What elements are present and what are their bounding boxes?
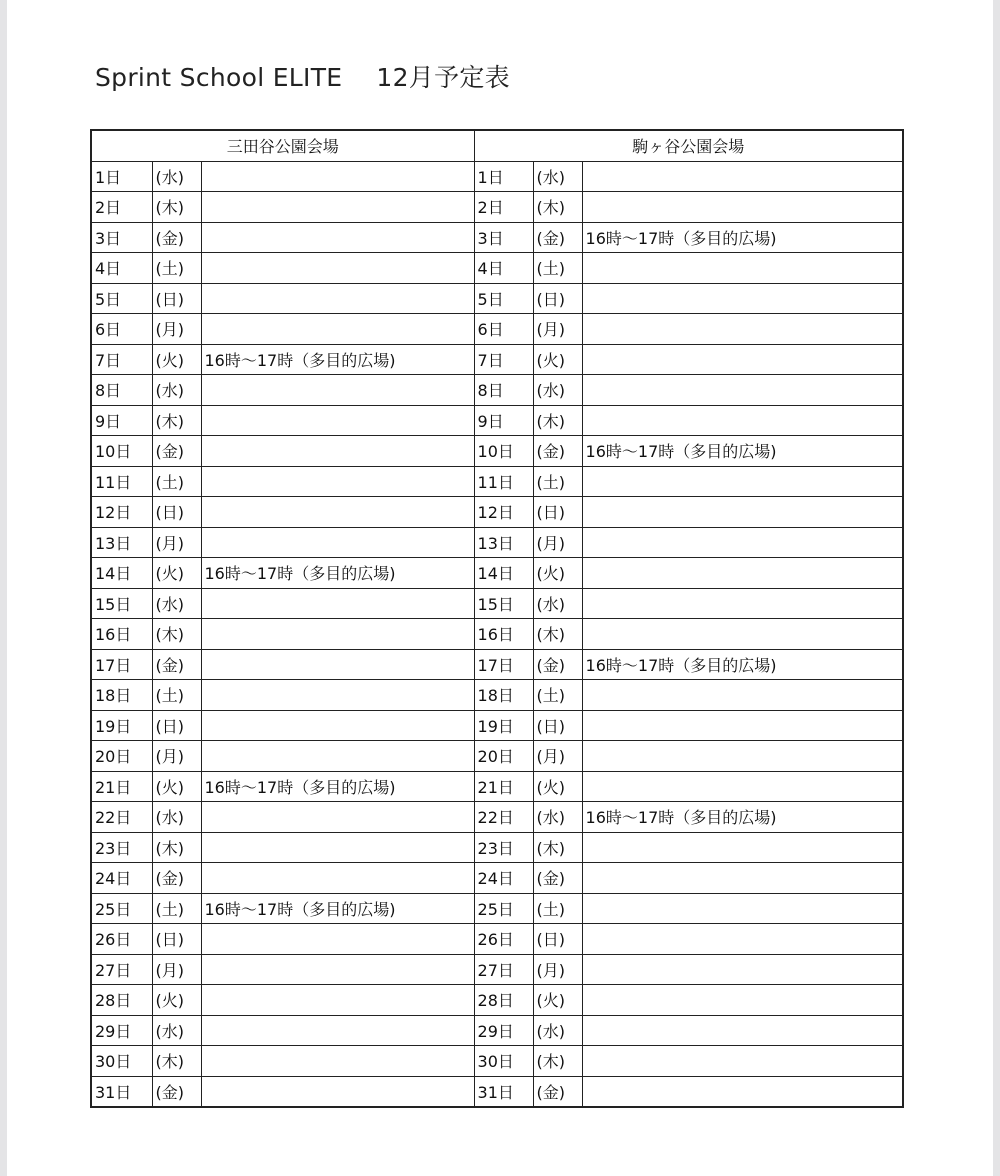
weekday-cell: (金): [533, 863, 582, 894]
event-cell-komagatani: [582, 405, 903, 436]
table-row: [91, 832, 903, 863]
event-cell-mitaya: [201, 405, 474, 436]
event-cell-komagatani: [582, 283, 903, 314]
weekday-cell: (木): [152, 832, 201, 863]
table-row: [91, 1076, 903, 1107]
weekday-cell: (金): [152, 222, 201, 253]
weekday-cell: (水): [152, 802, 201, 833]
event-cell-komagatani: 16時～17時（多目的広場): [582, 222, 903, 253]
weekday-cell: (水): [533, 375, 582, 406]
table-row: [91, 771, 903, 802]
table-row: [91, 1015, 903, 1046]
schedule-table: [90, 129, 904, 1108]
event-cell-mitaya: 16時～17時（多目的広場): [201, 558, 474, 589]
page-title: [95, 58, 510, 94]
event-cell-mitaya: [201, 649, 474, 680]
weekday-cell: (木): [533, 619, 582, 650]
table-row: [91, 954, 903, 985]
weekday-cell: (土): [533, 253, 582, 284]
table-row: [91, 436, 903, 467]
event-cell-mitaya: [201, 1015, 474, 1046]
day-cell: 22日: [474, 802, 533, 833]
event-cell-mitaya: [201, 588, 474, 619]
table-row: [91, 924, 903, 955]
event-cell-mitaya: [201, 924, 474, 955]
event-cell-mitaya: [201, 832, 474, 863]
weekday-cell: (火): [152, 344, 201, 375]
table-row: [91, 802, 903, 833]
day-cell: 25日: [474, 893, 533, 924]
table-row: [91, 741, 903, 772]
weekday-cell: (金): [152, 1076, 201, 1107]
event-cell-komagatani: [582, 466, 903, 497]
event-cell-komagatani: [582, 619, 903, 650]
weekday-cell: (日): [152, 283, 201, 314]
event-cell-komagatani: [582, 924, 903, 955]
weekday-cell: (月): [152, 741, 201, 772]
table-row: [91, 314, 903, 345]
day-cell: 16日: [91, 619, 152, 650]
day-cell: 23日: [474, 832, 533, 863]
event-cell-komagatani: [582, 710, 903, 741]
day-cell: 6日: [91, 314, 152, 345]
weekday-cell: (土): [152, 893, 201, 924]
school-name: Sprint School ELITE: [95, 63, 343, 92]
day-cell: 28日: [474, 985, 533, 1016]
day-cell: 27日: [474, 954, 533, 985]
table-row: [91, 558, 903, 589]
day-cell: 29日: [474, 1015, 533, 1046]
event-cell-mitaya: [201, 253, 474, 284]
weekday-cell: (日): [533, 924, 582, 955]
weekday-cell: (日): [533, 710, 582, 741]
weekday-cell: (日): [533, 283, 582, 314]
day-cell: 15日: [91, 588, 152, 619]
event-cell-mitaya: [201, 1046, 474, 1077]
weekday-cell: (金): [152, 436, 201, 467]
day-cell: 20日: [91, 741, 152, 772]
event-cell-komagatani: [582, 741, 903, 772]
table-row: [91, 222, 903, 253]
event-cell-mitaya: 16時～17時（多目的広場): [201, 771, 474, 802]
table-row: [91, 405, 903, 436]
weekday-cell: (月): [533, 527, 582, 558]
event-cell-mitaya: [201, 314, 474, 345]
day-cell: 13日: [91, 527, 152, 558]
event-cell-komagatani: [582, 253, 903, 284]
weekday-cell: (水): [533, 1015, 582, 1046]
weekday-cell: (金): [533, 1076, 582, 1107]
event-cell-komagatani: [582, 893, 903, 924]
day-cell: 4日: [474, 253, 533, 284]
venue-header-komagatani: 駒ヶ谷公園会場: [474, 130, 903, 161]
day-cell: 8日: [91, 375, 152, 406]
event-cell-mitaya: [201, 954, 474, 985]
day-cell: 19日: [474, 710, 533, 741]
day-cell: 8日: [474, 375, 533, 406]
weekday-cell: (月): [533, 741, 582, 772]
table-row: [91, 710, 903, 741]
event-cell-komagatani: [582, 985, 903, 1016]
day-cell: 6日: [474, 314, 533, 345]
day-cell: 27日: [91, 954, 152, 985]
day-cell: 29日: [91, 1015, 152, 1046]
weekday-cell: (木): [152, 619, 201, 650]
day-cell: 11日: [91, 466, 152, 497]
day-cell: 13日: [474, 527, 533, 558]
event-cell-mitaya: 16時～17時（多目的広場): [201, 344, 474, 375]
day-cell: 5日: [91, 283, 152, 314]
day-cell: 2日: [91, 192, 152, 223]
event-cell-komagatani: [582, 863, 903, 894]
event-cell-komagatani: [582, 314, 903, 345]
weekday-cell: (木): [533, 1046, 582, 1077]
table-row: [91, 192, 903, 223]
event-cell-mitaya: [201, 619, 474, 650]
day-cell: 24日: [474, 863, 533, 894]
weekday-cell: (日): [152, 924, 201, 955]
day-cell: 21日: [474, 771, 533, 802]
weekday-cell: (金): [533, 222, 582, 253]
weekday-cell: (木): [152, 192, 201, 223]
event-cell-mitaya: [201, 680, 474, 711]
event-cell-mitaya: [201, 375, 474, 406]
day-cell: 17日: [474, 649, 533, 680]
table-row: [91, 863, 903, 894]
schedule-title: 12月予定表: [376, 63, 510, 92]
table-row: [91, 344, 903, 375]
weekday-cell: (日): [152, 497, 201, 528]
event-cell-mitaya: 16時～17時（多目的広場): [201, 893, 474, 924]
weekday-cell: (水): [152, 588, 201, 619]
day-cell: 3日: [474, 222, 533, 253]
event-cell-mitaya: [201, 1076, 474, 1107]
weekday-cell: (月): [152, 527, 201, 558]
event-cell-mitaya: [201, 985, 474, 1016]
weekday-cell: (木): [533, 192, 582, 223]
event-cell-mitaya: [201, 802, 474, 833]
weekday-cell: (火): [533, 344, 582, 375]
day-cell: 4日: [91, 253, 152, 284]
day-cell: 1日: [91, 161, 152, 192]
weekday-cell: (金): [152, 863, 201, 894]
day-cell: 23日: [91, 832, 152, 863]
event-cell-komagatani: [582, 527, 903, 558]
weekday-cell: (日): [152, 710, 201, 741]
event-cell-komagatani: [582, 832, 903, 863]
weekday-cell: (土): [152, 466, 201, 497]
event-cell-komagatani: 16時～17時（多目的広場): [582, 802, 903, 833]
event-cell-komagatani: [582, 771, 903, 802]
day-cell: 18日: [91, 680, 152, 711]
day-cell: 9日: [91, 405, 152, 436]
table-row: [91, 649, 903, 680]
schedule-rows: [91, 161, 903, 1107]
day-cell: 9日: [474, 405, 533, 436]
table-row: [91, 466, 903, 497]
day-cell: 16日: [474, 619, 533, 650]
table-row: [91, 253, 903, 284]
event-cell-mitaya: [201, 466, 474, 497]
weekday-cell: (日): [533, 497, 582, 528]
event-cell-mitaya: [201, 863, 474, 894]
event-cell-komagatani: [582, 1076, 903, 1107]
weekday-cell: (火): [152, 558, 201, 589]
event-cell-komagatani: [582, 161, 903, 192]
weekday-cell: (土): [152, 680, 201, 711]
day-cell: 30日: [91, 1046, 152, 1077]
table-row: [91, 985, 903, 1016]
day-cell: 10日: [91, 436, 152, 467]
event-cell-mitaya: [201, 497, 474, 528]
weekday-cell: (水): [533, 161, 582, 192]
event-cell-mitaya: [201, 222, 474, 253]
weekday-cell: (水): [152, 161, 201, 192]
event-cell-mitaya: [201, 527, 474, 558]
day-cell: 7日: [91, 344, 152, 375]
weekday-cell: (水): [533, 802, 582, 833]
table-row: [91, 588, 903, 619]
event-cell-komagatani: [582, 1015, 903, 1046]
weekday-cell: (火): [533, 558, 582, 589]
day-cell: 28日: [91, 985, 152, 1016]
table-row: [91, 375, 903, 406]
event-cell-komagatani: [582, 497, 903, 528]
table-row: [91, 893, 903, 924]
day-cell: 22日: [91, 802, 152, 833]
day-cell: 25日: [91, 893, 152, 924]
day-cell: 5日: [474, 283, 533, 314]
weekday-cell: (火): [533, 985, 582, 1016]
day-cell: 11日: [474, 466, 533, 497]
event-cell-mitaya: [201, 192, 474, 223]
day-cell: 15日: [474, 588, 533, 619]
event-cell-mitaya: [201, 710, 474, 741]
weekday-cell: (木): [152, 405, 201, 436]
weekday-cell: (水): [533, 588, 582, 619]
event-cell-mitaya: [201, 741, 474, 772]
weekday-cell: (木): [152, 1046, 201, 1077]
day-cell: 3日: [91, 222, 152, 253]
day-cell: 19日: [91, 710, 152, 741]
weekday-cell: (金): [152, 649, 201, 680]
day-cell: 30日: [474, 1046, 533, 1077]
weekday-cell: (木): [533, 832, 582, 863]
table-row: [91, 283, 903, 314]
day-cell: 14日: [91, 558, 152, 589]
day-cell: 31日: [474, 1076, 533, 1107]
weekday-cell: (金): [533, 436, 582, 467]
venue-header-mitaya: 三田谷公園会場: [91, 130, 474, 161]
day-cell: 10日: [474, 436, 533, 467]
event-cell-komagatani: [582, 344, 903, 375]
table-row: [91, 527, 903, 558]
event-cell-komagatani: [582, 588, 903, 619]
table-row: [91, 161, 903, 192]
weekday-cell: (月): [152, 954, 201, 985]
venue-header-row: [91, 130, 903, 161]
event-cell-mitaya: [201, 436, 474, 467]
table-row: [91, 497, 903, 528]
weekday-cell: (水): [152, 375, 201, 406]
day-cell: 20日: [474, 741, 533, 772]
event-cell-komagatani: [582, 558, 903, 589]
event-cell-komagatani: [582, 680, 903, 711]
weekday-cell: (月): [152, 314, 201, 345]
weekday-cell: (金): [533, 649, 582, 680]
event-cell-mitaya: [201, 283, 474, 314]
weekday-cell: (水): [152, 1015, 201, 1046]
weekday-cell: (土): [533, 680, 582, 711]
day-cell: 14日: [474, 558, 533, 589]
event-cell-komagatani: 16時～17時（多目的広場): [582, 436, 903, 467]
table-row: [91, 680, 903, 711]
day-cell: 17日: [91, 649, 152, 680]
weekday-cell: (火): [533, 771, 582, 802]
day-cell: 26日: [91, 924, 152, 955]
day-cell: 12日: [91, 497, 152, 528]
day-cell: 26日: [474, 924, 533, 955]
day-cell: 24日: [91, 863, 152, 894]
event-cell-komagatani: [582, 192, 903, 223]
weekday-cell: (火): [152, 985, 201, 1016]
document-page: [7, 0, 993, 1176]
day-cell: 12日: [474, 497, 533, 528]
weekday-cell: (土): [152, 253, 201, 284]
weekday-cell: (土): [533, 466, 582, 497]
weekday-cell: (木): [533, 405, 582, 436]
day-cell: 1日: [474, 161, 533, 192]
event-cell-komagatani: [582, 1046, 903, 1077]
weekday-cell: (火): [152, 771, 201, 802]
event-cell-komagatani: 16時～17時（多目的広場): [582, 649, 903, 680]
table-row: [91, 619, 903, 650]
day-cell: 21日: [91, 771, 152, 802]
weekday-cell: (土): [533, 893, 582, 924]
event-cell-komagatani: [582, 954, 903, 985]
day-cell: 31日: [91, 1076, 152, 1107]
day-cell: 18日: [474, 680, 533, 711]
event-cell-komagatani: [582, 375, 903, 406]
day-cell: 7日: [474, 344, 533, 375]
day-cell: 2日: [474, 192, 533, 223]
weekday-cell: (月): [533, 954, 582, 985]
weekday-cell: (月): [533, 314, 582, 345]
table-row: [91, 1046, 903, 1077]
event-cell-mitaya: [201, 161, 474, 192]
